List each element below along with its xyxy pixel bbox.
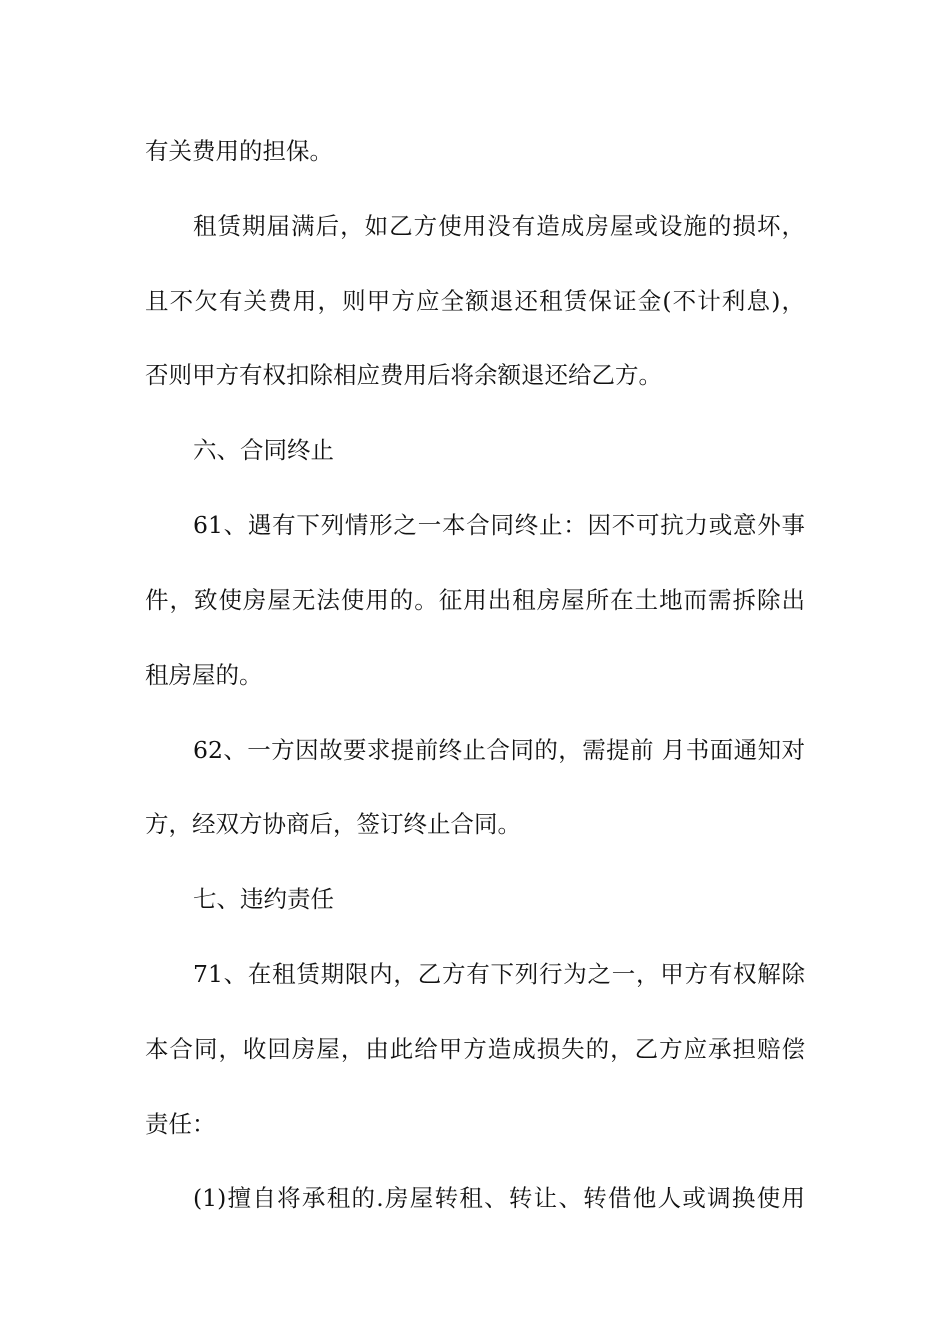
text-line-13: 本合同，收回房屋，由此给甲方造成损失的，乙方应承担赔偿 <box>145 1035 805 1063</box>
section-heading-7: 七、违约责任 <box>193 885 334 913</box>
text-line-2: 租赁期届满后，如乙方使用没有造成房屋或设施的损坏， <box>193 212 805 240</box>
text-line-10: 方，经双方协商后，签订终止合同。 <box>145 810 521 838</box>
text-line-9: 62、一方因故要求提前终止合同的，需提前 月书面通知对 <box>193 736 805 764</box>
text-line-8: 租房屋的。 <box>145 661 263 689</box>
text-line-7: 件，致使房屋无法使用的。征用出租房屋所在土地而需拆除出 <box>145 586 805 614</box>
text-line-12: 71、在租赁期限内，乙方有下列行为之一，甲方有权解除 <box>193 960 805 988</box>
text-line-15: (1)擅自将承租的.房屋转租、转让、转借他人或调换使用 <box>193 1184 805 1212</box>
text-line-1: 有关费用的担保。 <box>145 137 333 165</box>
section-heading-6: 六、合同终止 <box>193 436 334 464</box>
text-line-4: 否则甲方有权扣除相应费用后将余额退还给乙方。 <box>145 361 662 389</box>
text-line-3: 且不欠有关费用，则甲方应全额退还租赁保证金(不计利息)， <box>145 287 805 315</box>
text-line-14: 责任： <box>145 1110 216 1138</box>
text-line-6: 61、遇有下列情形之一本合同终止：因不可抗力或意外事 <box>193 511 805 539</box>
